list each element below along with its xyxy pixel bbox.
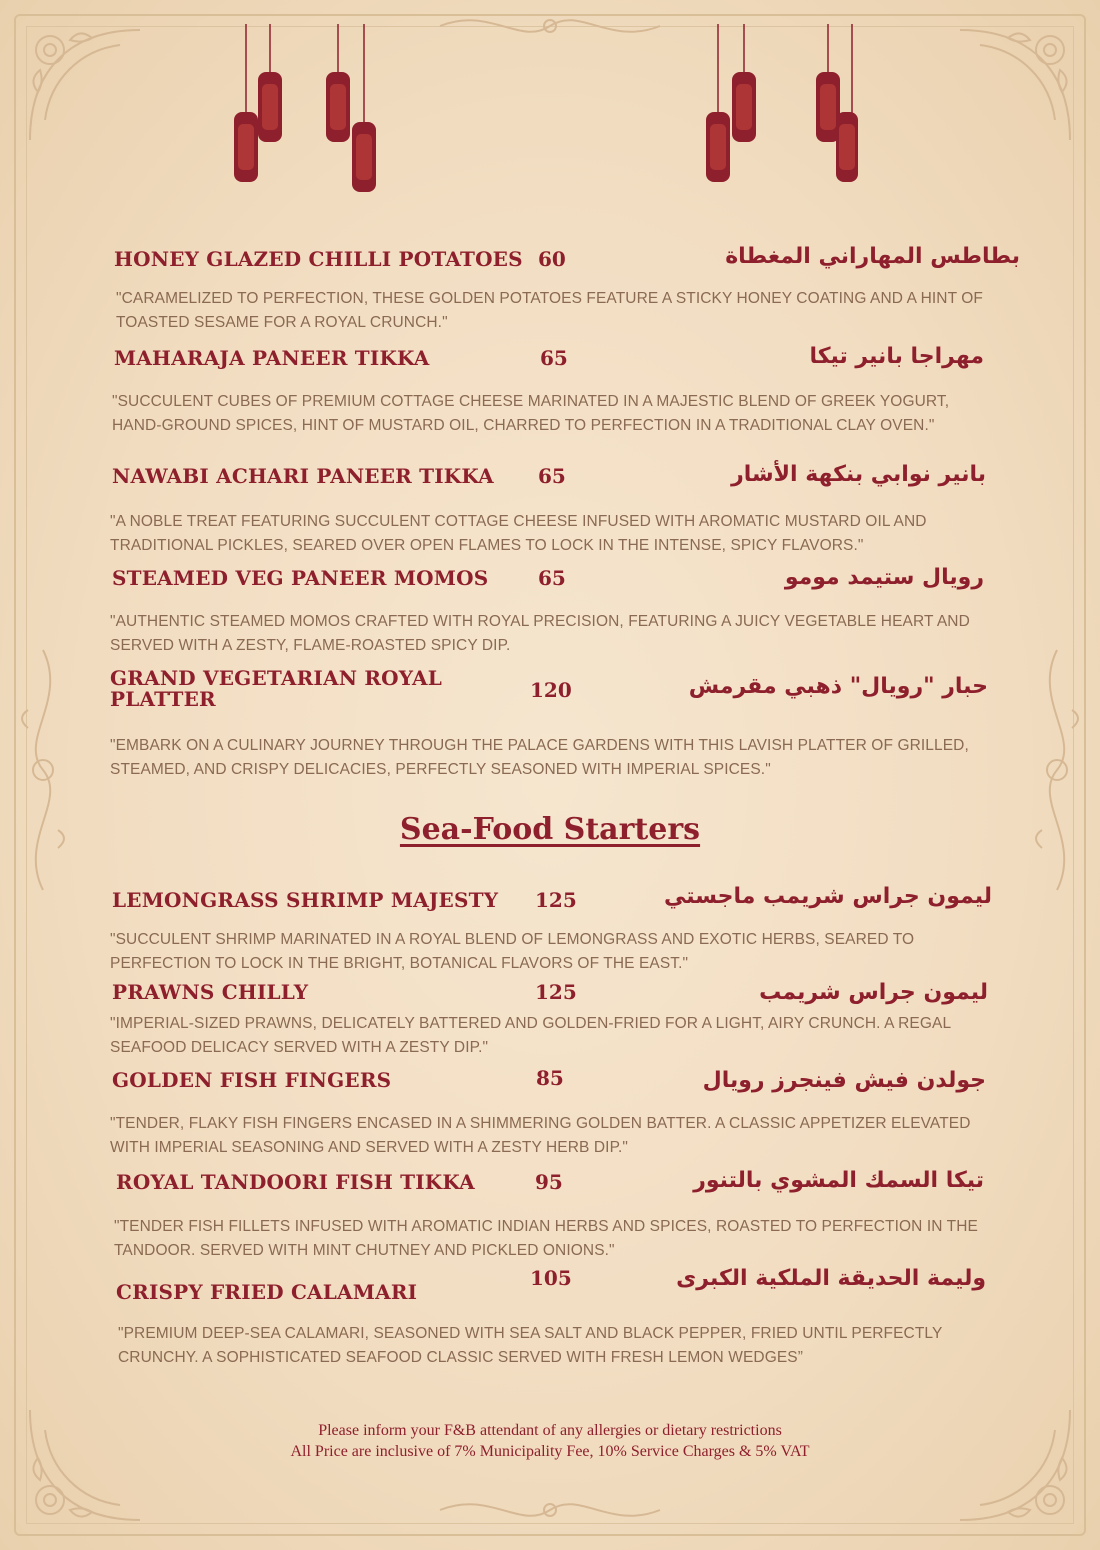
hanging-lanterns-icon <box>228 24 388 204</box>
hanging-lanterns-icon <box>700 24 860 204</box>
item-price: 125 <box>535 888 577 912</box>
item-name-arabic: وليمة الحديقة الملكية الكبرى <box>676 1266 986 1291</box>
item-name-arabic: ليمون جراس شريمب ماجستي <box>664 884 992 909</box>
side-flourish-icon <box>8 640 78 900</box>
corner-flourish-icon <box>940 1390 1090 1540</box>
item-price: 65 <box>538 566 566 590</box>
item-name-arabic: رويال ستيمد مومو <box>784 565 984 590</box>
bottom-flourish-icon <box>430 1490 670 1530</box>
item-price: 85 <box>536 1066 564 1090</box>
price-notice: All Price are inclusive of 7% Municipality Fee, 10% Service Charges & 5% VAT <box>290 1443 810 1460</box>
item-name: MAHARAJA PANEER TIKKA <box>114 346 430 370</box>
item-name: HONEY GLAZED CHILLI POTATOES <box>114 247 523 271</box>
item-price: 125 <box>535 980 577 1004</box>
corner-flourish-icon <box>10 1390 160 1540</box>
item-price: 65 <box>540 346 568 370</box>
side-flourish-icon <box>1022 640 1092 900</box>
item-description: "AUTHENTIC STEAMED MOMOS CRAFTED WITH ROYAL PRECISION, FEATURING A JUICY VEGETABLE HEART AND SERVED WITH A ZESTY, FLAME-ROASTED SPICY DIP. <box>110 613 970 654</box>
item-name: CRISPY FRIED CALAMARI <box>116 1280 418 1304</box>
footer-notice <box>0 1420 1100 1462</box>
item-description: "SUCCULENT CUBES OF PREMIUM COTTAGE CHEESE MARINATED IN A MAJESTIC BLEND OF GREEK YOGURT, HAND-GROUND SPICES, HINT OF MUSTARD OIL, CHARRED TO PERFECTION IN A TRADITIONAL CLAY OVEN." <box>112 393 950 434</box>
item-price: 120 <box>530 678 572 702</box>
item-description: "CARAMELIZED TO PERFECTION, THESE GOLDEN POTATOES FEATURE A STICKY HONEY COATING AND A HINT OF TOASTED SESAME FOR A ROYAL CRUNCH." <box>116 290 984 331</box>
item-name-arabic: بطاطس المهاراني المغطاة <box>725 244 1020 269</box>
corner-flourish-icon <box>10 10 160 160</box>
item-description: "IMPERIAL-SIZED PRAWNS, DELICATELY BATTERED AND GOLDEN-FRIED FOR A LIGHT, AIRY CRUNCH. A REGAL SEAFOOD DELICACY SERVED WITH A ZESTY DIP." <box>110 1015 951 1056</box>
section-title: Sea-Food Starters <box>399 812 701 847</box>
item-name: GRAND VEGETARIAN ROYAL PLATTER <box>110 666 442 711</box>
item-description: "TENDER FISH FILLETS INFUSED WITH AROMATIC INDIAN HERBS AND SPICES, ROASTED TO PERFECTION IN THE TANDOOR. SERVED WITH MINT CHUTNEY AND PICKLED ONIONS." <box>114 1218 978 1259</box>
allergy-notice: Please inform your F&B attendant of any allergies or dietary restrictions <box>318 1422 782 1439</box>
item-price: 105 <box>530 1266 572 1290</box>
item-price: 95 <box>535 1170 563 1194</box>
item-name: PRAWNS CHILLY <box>112 980 309 1004</box>
item-name: LEMONGRASS SHRIMP MAJESTY <box>112 888 499 912</box>
item-name: GOLDEN FISH FINGERS <box>112 1068 392 1092</box>
item-name: NAWABI ACHARI PANEER TIKKA <box>112 464 494 488</box>
item-name-arabic: بانير نوابي بنكهة الأشار <box>731 462 986 487</box>
item-description: "TENDER, FLAKY FISH FINGERS ENCASED IN A SHIMMERING GOLDEN BATTER. A CLASSIC APPETIZER ELEVATED WITH IMPERIAL SEASONING AND SERVED WITH A ZESTY HERB DIP." <box>110 1115 971 1156</box>
item-name: STEAMED VEG PANEER MOMOS <box>112 566 489 590</box>
item-price: 65 <box>538 464 566 488</box>
item-price: 60 <box>538 247 566 271</box>
item-description: "PREMIUM DEEP-SEA CALAMARI, SEASONED WITH SEA SALT AND BLACK PEPPER, FRIED UNTIL PERFECTLY CRUNCHY. A SOPHISTICATED SEAFOOD CLASSIC SERVED WITH FRESH LEMON WEDGES” <box>118 1325 943 1366</box>
corner-flourish-icon <box>940 10 1090 160</box>
item-description: "EMBARK ON A CULINARY JOURNEY THROUGH THE PALACE GARDENS WITH THIS LAVISH PLATTER OF GRILLED, STEAMED, AND CRISPY DELICACIES, PERFECTLY SEASONED WITH IMPERIAL SPICES." <box>110 737 969 778</box>
item-name-arabic: ليمون جراس شريمب <box>759 980 988 1005</box>
item-name-arabic: تيكا السمك المشوي بالتنور <box>693 1168 984 1193</box>
item-description: "A NOBLE TREAT FEATURING SUCCULENT COTTAGE CHEESE INFUSED WITH AROMATIC MUSTARD OIL AND TRADITIONAL PICKLES, SEARED OVER OPEN FLAMES TO LOCK IN THE INTENSE, SPICY FLAVORS." <box>110 513 927 554</box>
item-description: "SUCCULENT SHRIMP MARINATED IN A ROYAL BLEND OF LEMONGRASS AND EXOTIC HERBS, SEARED TO PERFECTION TO LOCK IN THE BRIGHT, BOTANICAL FLAVORS OF THE EAST." <box>110 931 915 972</box>
item-name-arabic: حبار "رويال" ذهبي مقرمش <box>688 674 988 699</box>
item-name: ROYAL TANDOORI FISH TIKKA <box>116 1170 475 1194</box>
item-name-arabic: جولدن فيش فينجرز رويال <box>702 1068 986 1093</box>
item-name-arabic: مهراجا بانير تيكا <box>809 344 984 369</box>
top-flourish-icon <box>430 6 670 46</box>
